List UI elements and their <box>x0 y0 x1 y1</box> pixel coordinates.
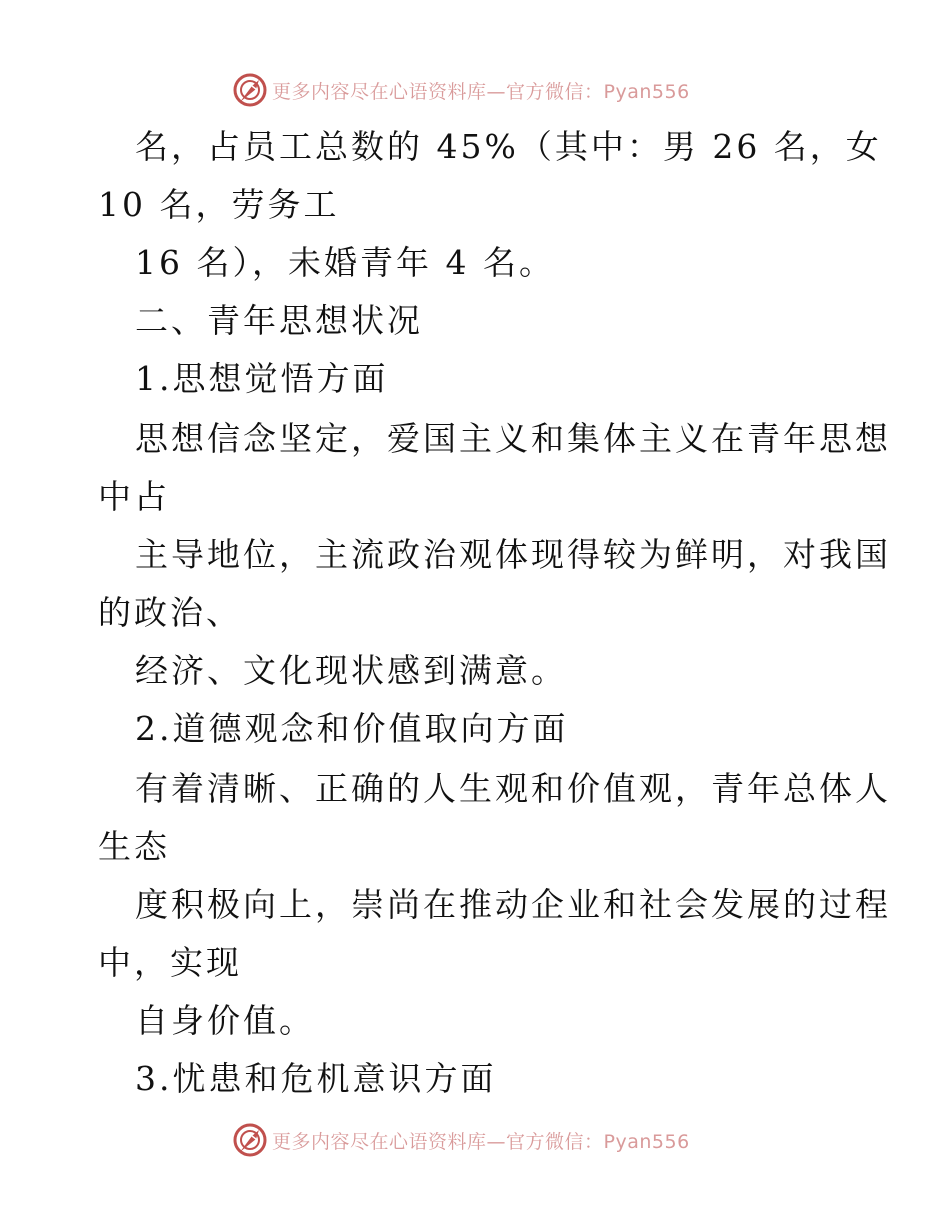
body-line: 经济、文化现状感到满意。 <box>135 651 567 690</box>
body-line: 主导地位，主流政治观体现得较为鲜明，对我国 <box>135 535 891 574</box>
body-line: 有着清晰、正确的人生观和价值观，青年总体人 <box>135 769 891 808</box>
watermark-text: 更多内容尽在心语资料库—官方微信：Pyan556 <box>272 80 690 103</box>
body-line: 中，实现 <box>98 943 242 982</box>
pen-logo-icon <box>232 1122 268 1158</box>
body-line: 生态 <box>98 827 170 866</box>
body-line: 自身价值。 <box>135 1001 315 1040</box>
header-watermark-banner <box>0 70 950 110</box>
pen-logo-icon <box>232 72 268 108</box>
body-line: 名，占员工总数的 45%（其中：男 26 名，女 <box>135 127 882 166</box>
body-line: 的政治、 <box>98 593 242 632</box>
body-line: 思想信念坚定，爱国主义和集体主义在青年思想 <box>135 419 891 458</box>
body-line: 度积极向上，崇尚在推动企业和社会发展的过程 <box>135 885 891 924</box>
body-line: 16 名），未婚青年 4 名。 <box>135 243 555 282</box>
body-line: 中占 <box>98 477 170 516</box>
subsection-heading: 2.道德观念和价值取向方面 <box>135 709 569 748</box>
subsection-heading: 1.思想觉悟方面 <box>135 359 389 398</box>
footer-watermark-banner <box>0 1120 950 1160</box>
body-line: 10 名，劳务工 <box>98 185 340 224</box>
subsection-heading: 3.忧患和危机意识方面 <box>135 1059 497 1098</box>
section-heading: 二、青年思想状况 <box>135 301 423 340</box>
watermark-text: 更多内容尽在心语资料库—官方微信：Pyan556 <box>272 1130 690 1153</box>
